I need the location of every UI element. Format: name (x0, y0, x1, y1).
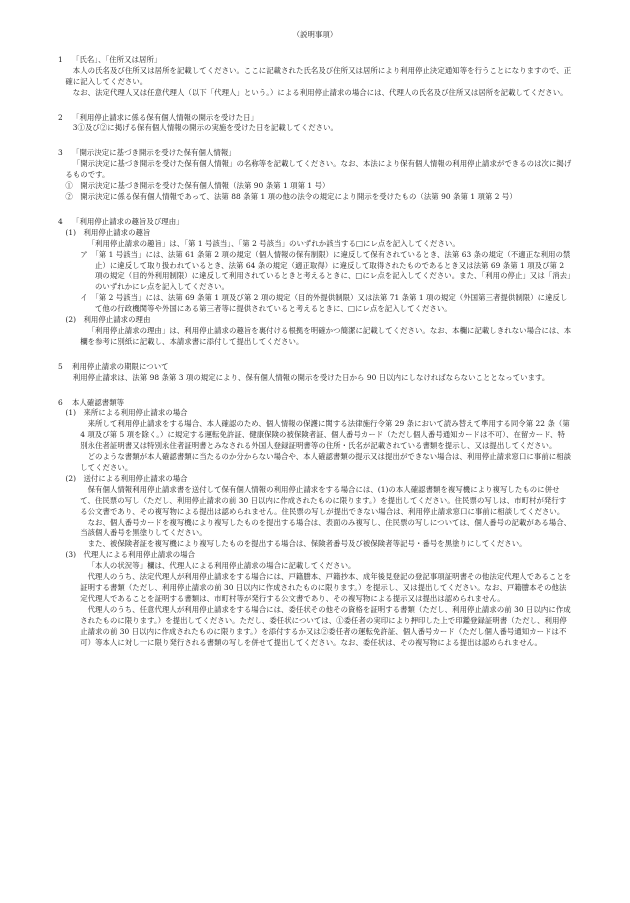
section-number: 1 (58, 54, 63, 64)
list-item: イ 「第 2 号該当」には、法第 69 条第 1 項及び第 2 項の規定（目的外提供制限）又は法第 71 条第 1 項の規定（外国第三者提供制限）に違反して他の行政機関等や外国にある第三者等に提供されていると考えるときに、□にレ点を記入してください。 (80, 293, 568, 314)
paragraph: 代理人のうち、任意代理人が利用停止請求をする場合には、委任状その他その資格を証明する書類（ただし、利用停止請求の前 30 日以内に作成されたものに限ります。）を提出してください。ただし、委任状については、①委任者の実印により押印した上で印鑑登録証明書（ただし、利用停止請求の前 30 日以内に作成されたものに限ります。）を添付するか又は②委任者の運転免許証、個人番号カード（ただし個人番号通知カードは不可）等本人に対し一に限り発行される書類の写しを併せて提出してください。なお、委任状は、その複写物による提出は認められません。 (80, 604, 571, 647)
paragraph: なお、法定代理人又は任意代理人（以下「代理人」という。）による利用停止請求の場合には、代理人の氏名及び住所又は居所を記載してください。 (72, 87, 568, 97)
paragraph: 来所して利用停止請求をする場合、本人確認のため、個人情報の保護に関する法律施行令第 29 条において読み替えて準用する同令第 22 条（第 4 項及び第 5 項を除く。）に規定する運転免許証、健康保険の被保険者証、個人番号カード（ただし個人番号通知カードは不可）、在留カード、特別永住者証明書又は特別永住者証明書とみなされる外国人登録証明書等の住所・氏名が記載されている書類を提示し、又は提出してください。 (80, 419, 570, 451)
section-title: 「利用停止請求に係る保有個人情報の開示を受けた日」 (72, 112, 259, 122)
section-6 (58, 398, 572, 649)
section-title: 利用停止請求の期限について (72, 361, 169, 371)
subsection-heading: (2) 送付による利用停止請求の場合 (65, 473, 188, 483)
section-body (58, 66, 572, 99)
paragraph: 「利用停止請求の趣旨」は、「第 1 号該当」、「第 2 号該当」のいずれか該当する□にレ点を記入してください。 (87, 238, 460, 248)
section-heading (58, 113, 572, 124)
paragraph: どのような書類が本人確認書類に当たるのか分からない場合や、本人確認書類の提示又は提出ができない場合は、利用停止請求窓口に事前に相談してください。 (80, 452, 572, 472)
paragraph: 3①及び②に掲げる保有個人情報の開示の実施を受けた日を記載してください。 (72, 123, 338, 133)
paragraph: なお、個人番号カードを複写機により複写したものを提出する場合は、表面のみ複写し、住民票の写しについては、個人番号の記載がある場合、当該個人番号を黒塗りしてください。 (80, 517, 572, 538)
section-title: 本人確認書類等 (72, 397, 125, 407)
paragraph: 「本人の状況等」欄は、代理人による利用停止請求の場合に記載してください。 (87, 561, 356, 571)
section-title: 「利用停止請求の趣旨及び理由」 (72, 216, 184, 226)
subsection-body (65, 239, 572, 315)
paragraph: 本人の氏名及び住所又は居所を記載してください。ここに記載された氏名及び住所又は居所により利用停止決定通知等を行うことになりますので、正確に記入してください。 (65, 65, 572, 86)
paragraph: 代理人のうち、法定代理人が利用停止請求をする場合には、戸籍謄本、戸籍抄本、成年後見登記の登記事項証明書その他法定代理人であることを証明する書類（ただし、利用停止請求の前 30 日以内に作成されたものに限ります。）を提示し、又は提出してください。なお、戸籍謄本その他法定代理人であることを証明する書類は、市町村等が発行する公文書であり、その複写物による提示又は提出は認められません。 (80, 572, 572, 603)
section-title: 「氏名」、「住所又は居所」 (72, 54, 162, 64)
subsection-heading: (1) 来所による利用停止請求の場合 (65, 408, 188, 418)
section-4 (58, 217, 572, 348)
section-body (58, 373, 572, 384)
section-heading (58, 362, 572, 373)
section-body (58, 123, 572, 134)
section-number: 2 (58, 112, 63, 122)
list-item: ア 「第 1 号該当」には、法第 61 条第 2 項の規定（個人情報の保有制限）に違反して保有されているとき、法第 63 条の規定（不適正な利用の禁止）に違反して取り扱われているとき、法第 64 条の規定（適正取得）に違反して取得されたものであるとき又は法第 69 条第 1 項及び第 2 項の規定（目的外利用制限）に違反して利用されているときと考えるときに、□にレ点を記入してください。また、「利用の停止」又は「消去」のいずれかにレ点を記入してください。 (80, 249, 571, 292)
section-body (58, 408, 572, 648)
paragraph: また、被保険者証を複写機により複写したものを提出する場合は、保険者番号及び被保険者等記号・番号を黒塗りにしてください。 (87, 539, 527, 549)
list-item: ② 開示決定に係る保有個人情報であって、法第 88 条第 1 項の他の法令の規定により開示を受けたもの（法第 90 条第 1 項第 2 号） (65, 191, 517, 201)
section-title: 「開示決定に基づき開示を受けた保有個人情報」 (72, 148, 236, 158)
section-heading (58, 148, 572, 159)
paragraph: 「開示決定に基づき開示を受けた保有個人情報」の名称等を記載してください。なお、本法により保有個人情報の利用停止請求ができるのは次に掲げるものです。 (65, 159, 572, 180)
section-number: 4 (58, 216, 63, 226)
section-5 (58, 362, 572, 384)
subsection-body (65, 485, 572, 550)
section-number: 5 (58, 361, 63, 371)
section-heading (58, 398, 572, 409)
document-title: （説明事項） (292, 30, 338, 39)
section-heading (58, 217, 572, 228)
paragraph: 利用停止請求は、法第 98 条第 3 項の規定により、保有個人情報の開示を受けた日から 90 日以内にしなければならないこととなっています。 (72, 372, 550, 382)
paragraph: 「利用停止請求の理由」は、利用停止請求の趣旨を裏付ける根拠を明確かつ簡潔に記載してください。なお、本欄に記載しきれない場合には、本欄を参考に別紙に記載し、本請求書に添付して提出してください。 (80, 325, 572, 346)
subsection-body (65, 561, 572, 648)
section-number: 6 (58, 397, 63, 407)
section-3 (58, 148, 572, 203)
section-2 (58, 113, 572, 135)
subsection-heading: (3) 代理人による利用停止請求の場合 (65, 550, 196, 560)
list-item: ① 開示決定に基づき開示を受けた保有個人情報（法第 90 条第 1 項第 1 号） (65, 181, 330, 191)
section-1 (58, 55, 572, 99)
subsection-body (65, 419, 572, 474)
section-body (58, 228, 572, 348)
subsection-heading: (2) 利用停止請求の理由 (65, 315, 151, 325)
section-heading (58, 55, 572, 66)
section-number: 3 (58, 148, 63, 158)
subsection-body (65, 326, 572, 348)
section-body (58, 159, 572, 203)
paragraph: 保有個人情報利用停止請求書を送付して保有個人情報の利用停止請求をする場合には、(1)の本人確認書類を複写機により複写したものに併せて、住民票の写し（ただし、利用停止請求の前 30 日以内に作成されたものに限ります。）を提出してください。住民票の写しは、市町村が発行する公文書であり、その複写物による提出は認められません。住民票の写しが提出できない場合は、利用停止請求窓口に事前に相談してください。 (80, 484, 567, 516)
subsection-heading: (1) 利用停止請求の趣旨 (65, 227, 151, 237)
